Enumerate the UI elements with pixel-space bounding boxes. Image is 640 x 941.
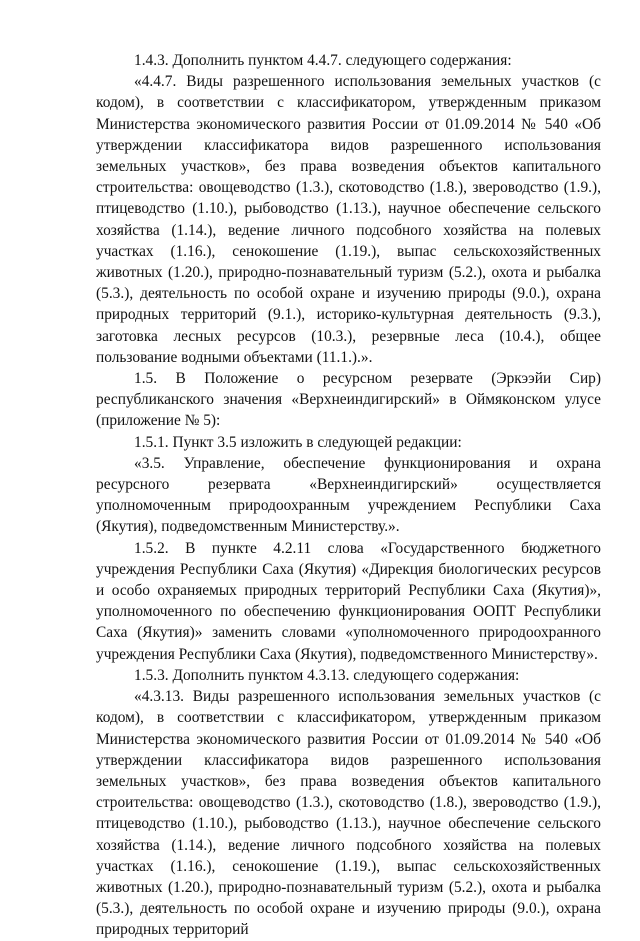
paragraph-1-4-3: 1.4.3. Дополнить пунктом 4.4.7. следующего содержания:	[134, 52, 512, 69]
document-page	[96, 50, 601, 941]
paragraph-1-5: 1.5. В Положение о ресурсном резервате (Эркээйи Сир) республиканского значения «Верхнеиндигирский» в Оймяконском улусе (приложение № 5):	[96, 370, 601, 430]
paragraph-1-5-1: 1.5.1. Пункт 3.5 изложить в следующей редакции:	[134, 433, 462, 451]
paragraph-3-5: «3.5. Управление, обеспечение функционирования и охрана ресурсного резервата «Верхнеиндигирский» осуществляется уполномоченным природоохранным учреждением Республики Саха (Якутия), подведомственным Министерству.».	[96, 454, 601, 536]
paragraph-1-5-3: 1.5.3. Дополнить пунктом 4.3.13. следующего содержания:	[134, 666, 520, 684]
paragraph-4-3-13: «4.3.13. Виды разрешенного использования земельных участков (с кодом), в соответствии с классификатором, утвержденным приказом Министерства экономического развития России от 01.09.2014 № 540 «Об утверждении классификатора видов разрешенного использования земельных участков», без права возведения объектов капитального строительства: овощеводство (1.3.), скотоводство (1.8.), звероводство (1.9.), птицеводство (1.10.), рыбоводство (1.13.), научное обеспечение сельского хозяйства (1.14.), ведение личного подсобного хозяйства на полевых участках (1.16.), сенокошение (1.19.), выпас сельскохозяйственных животных (1.20.), природно-познавательный туризм (5.2.), охота и рыбалка (5.3.), деятельность по особой охране и изучению природы (9.0.), охрана природных территорий	[96, 688, 601, 939]
paragraph-1-5-2: 1.5.2. В пункте 4.2.11 слова «Государственного бюджетного учреждения Республики Саха (Якутия) «Дирекция биологических ресурсов и особо охраняемых природных территорий Республики Саха (Якутия)», уполномоченного по обеспечению функционирования ООПТ Республики Саха (Якутия)» заменить словами «уполномоченного природоохранного учреждения Республики Саха (Якутия), подведомственного Министерству».	[96, 539, 601, 663]
paragraph-4-4-7: «4.4.7. Виды разрешенного использования земельных участков (с кодом), в соответствии с классификатором, утвержденным приказом Министерства экономического развития России от 01.09.2014 № 540 «Об утверждении классификатора видов разрешенного использования земельных участков», без права возведения объектов капитального строительства: овощеводство (1.3.), скотоводство (1.8.), звероводство (1.9.), птицеводство (1.10.), рыбоводство (1.13.), научное обеспечение сельского хозяйства (1.14.), ведение личного подсобного хозяйства на полевых участках (1.16.), сенокошение (1.19.), выпас сельскохозяйственных животных (1.20.), природно-познавательный туризм (5.2.), охота и рыбалка (5.3.), деятельность по особой охране и изучению природы (9.0.), охрана природных территорий (9.1.), историко-культурная деятельность (9.3.), заготовка лесных ресурсов (10.3.), резервные леса (10.4.), общее пользование водными объектами (11.1.).».	[96, 73, 601, 366]
